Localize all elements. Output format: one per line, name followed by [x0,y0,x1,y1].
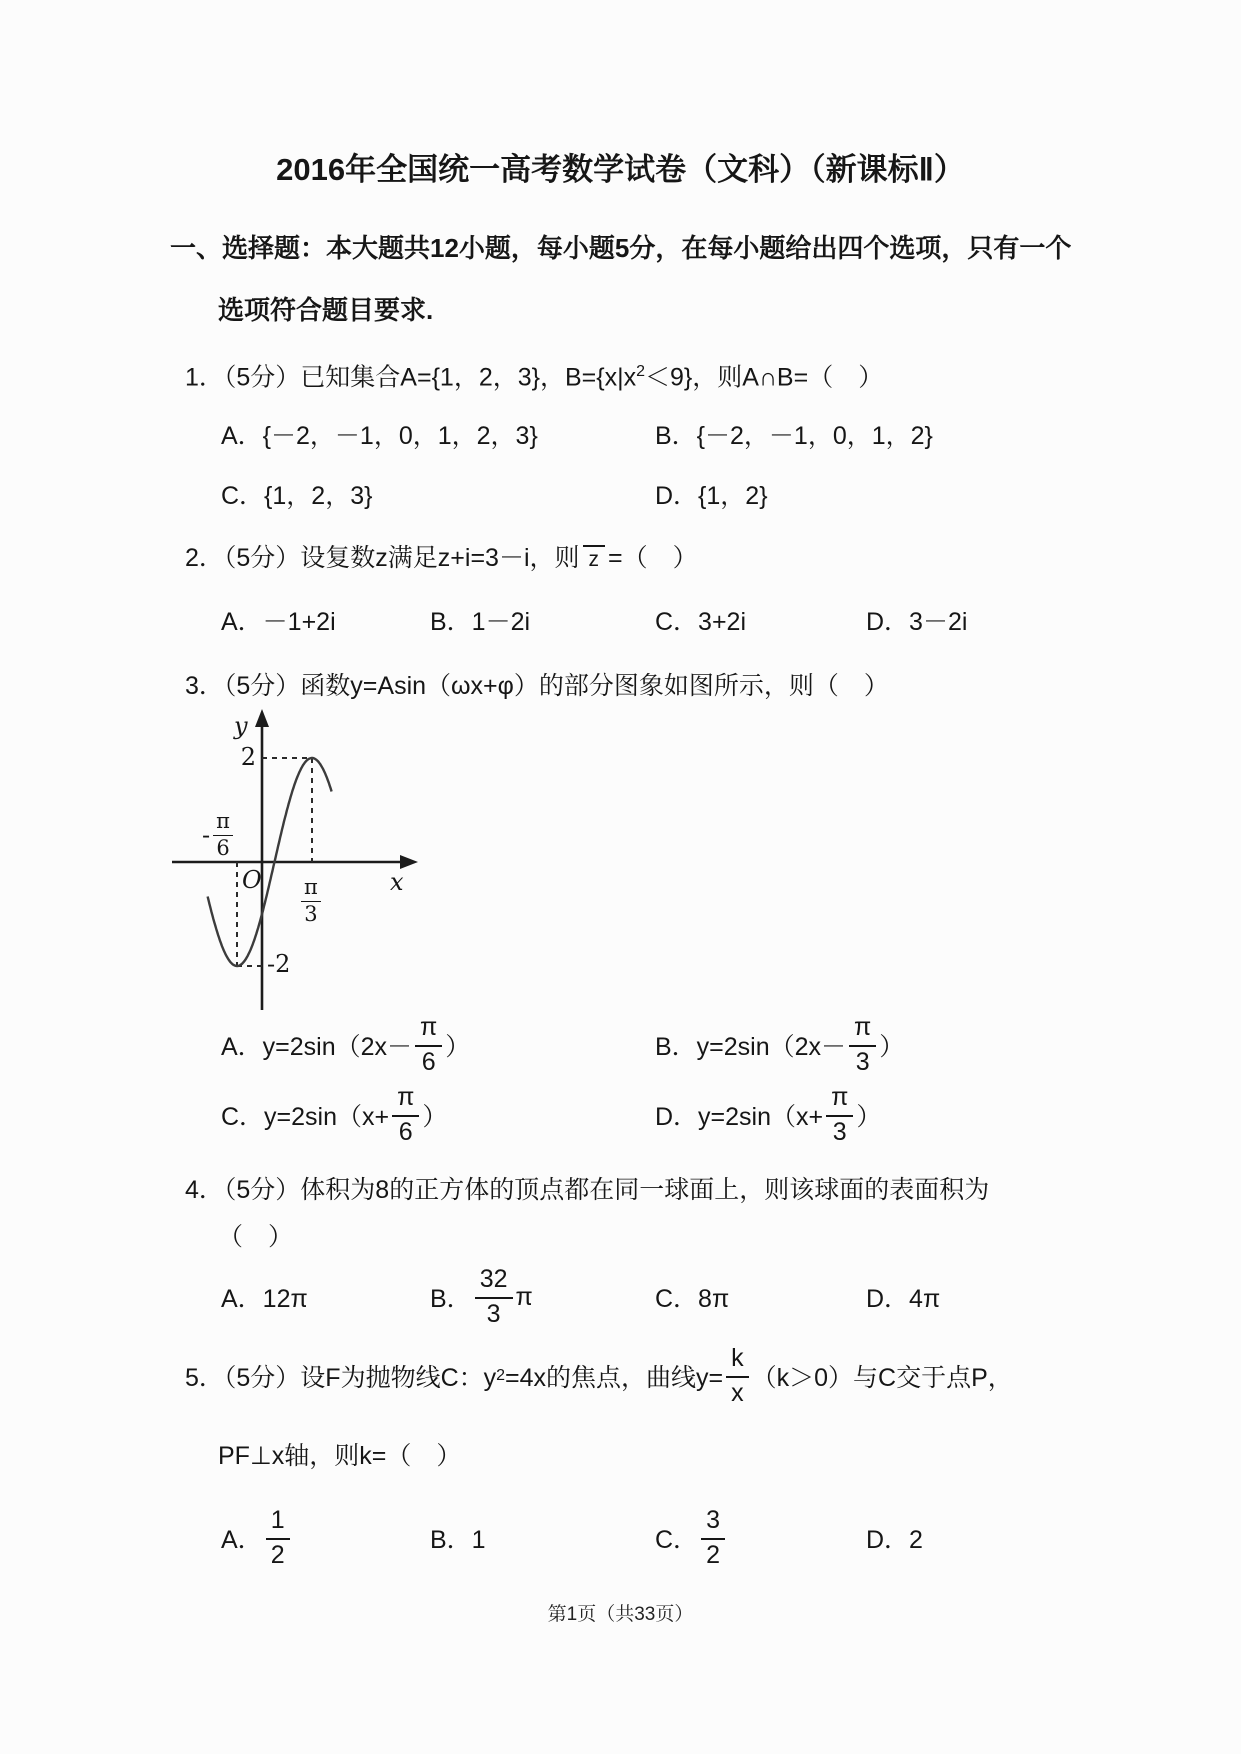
q3-option-d: D．y=2sin（x+ $\frac{\pi}{3}$ ） [655,1083,882,1146]
q2-option-a: A．－1+2i [221,608,336,636]
q5-option-d: D．2 [866,1526,923,1554]
section-heading-line2: 选项符合题目要求. [218,295,434,325]
x-axis-label: x [390,868,404,896]
page-title: 2016年全国统一高考数学试卷（文科）（新课标Ⅱ） [276,152,965,187]
page-number: 第1页（共33页） [547,1604,694,1625]
question-5-stem-line2: PF⊥x轴，则k=（ ） [218,1442,462,1470]
q3-option-a: A．y=2sin（2x－ $\frac{\pi}{6}$ ） [221,1013,471,1076]
q4-option-d: D．4π [866,1285,941,1313]
q4-option-c: C．8π [655,1285,730,1313]
question-5-stem: 5．（5分）设F为抛物线C：y 2 =4x的焦点，曲线y= $\frac{k}{x}$ （k＞0）与C交于点P， [185,1344,1013,1407]
q2-option-d: D．3－2i [866,608,968,636]
q2-option-b: B．1－2i [430,608,531,636]
y-axis-arrow [255,709,269,727]
q5-option-b: B．1 [430,1526,486,1554]
q1-option-d: D．{1，2} [655,482,768,510]
q5-option-a: A． $\frac{1}{2}$ [221,1500,293,1576]
origin-label: O [242,866,262,894]
question-1-stem: 1．（5分）已知集合A={1，2，3}，$B=\{x|x^2<9\}$，则A∩B=（ ） [185,363,884,392]
y-tick-neg2: -2 [267,950,291,978]
q3-option-c: C．y=2sin（x+ $\frac{\pi}{6}$ ） [221,1083,448,1146]
q1-option-b: B．{－2，－1，0，1，2} [655,422,933,450]
q5-option-c: C． $\frac{3}{2}$ [655,1500,728,1576]
q3-option-b: B．y=2sin（2x－ $\frac{\pi}{3}$ ） [655,1013,905,1076]
q1-option-c: C．{1，2，3} [221,482,373,510]
x-tick-pi-3: $\frac{\pi}{3}$ [298,876,324,926]
question-4-stem-line2: （ ） [218,1223,294,1251]
superscript-2: 2 [636,363,646,380]
section-heading-line1: 一、选择题：本大题共12小题，每小题5分，在每小题给出四个选项，只有一个 [170,233,1072,263]
question-4-stem: 4．（5分）体积为8的正方体的顶点都在同一球面上，则该球面的表面积为 [185,1176,990,1204]
y-tick-2: 2 [240,743,256,771]
q4-option-b: B． $\frac{32}{3}$ π [430,1265,533,1328]
x-tick-neg-pi-6: - $\frac{\pi}{6}$ [202,810,236,860]
question-2-stem: 2．（5分）设复数z满足z+i=3－i，则 z =（ ） [185,544,698,572]
x-axis-arrow [400,855,418,869]
y-axis-label: y [234,712,248,740]
question-3-stem: 3．（5分）函数y=Asin（ωx+φ）的部分图象如图所示，则（ ） [185,672,889,700]
z-conjugate: z [583,545,606,570]
superscript-2: 2 [496,1367,506,1384]
q1-option-a: A．{－2，－1，0，1，2，3} [221,422,538,450]
sine-graph-figure [160,698,440,1018]
q4-option-a: A．12π [221,1285,308,1313]
q2-option-c: C．3+2i [655,608,747,636]
